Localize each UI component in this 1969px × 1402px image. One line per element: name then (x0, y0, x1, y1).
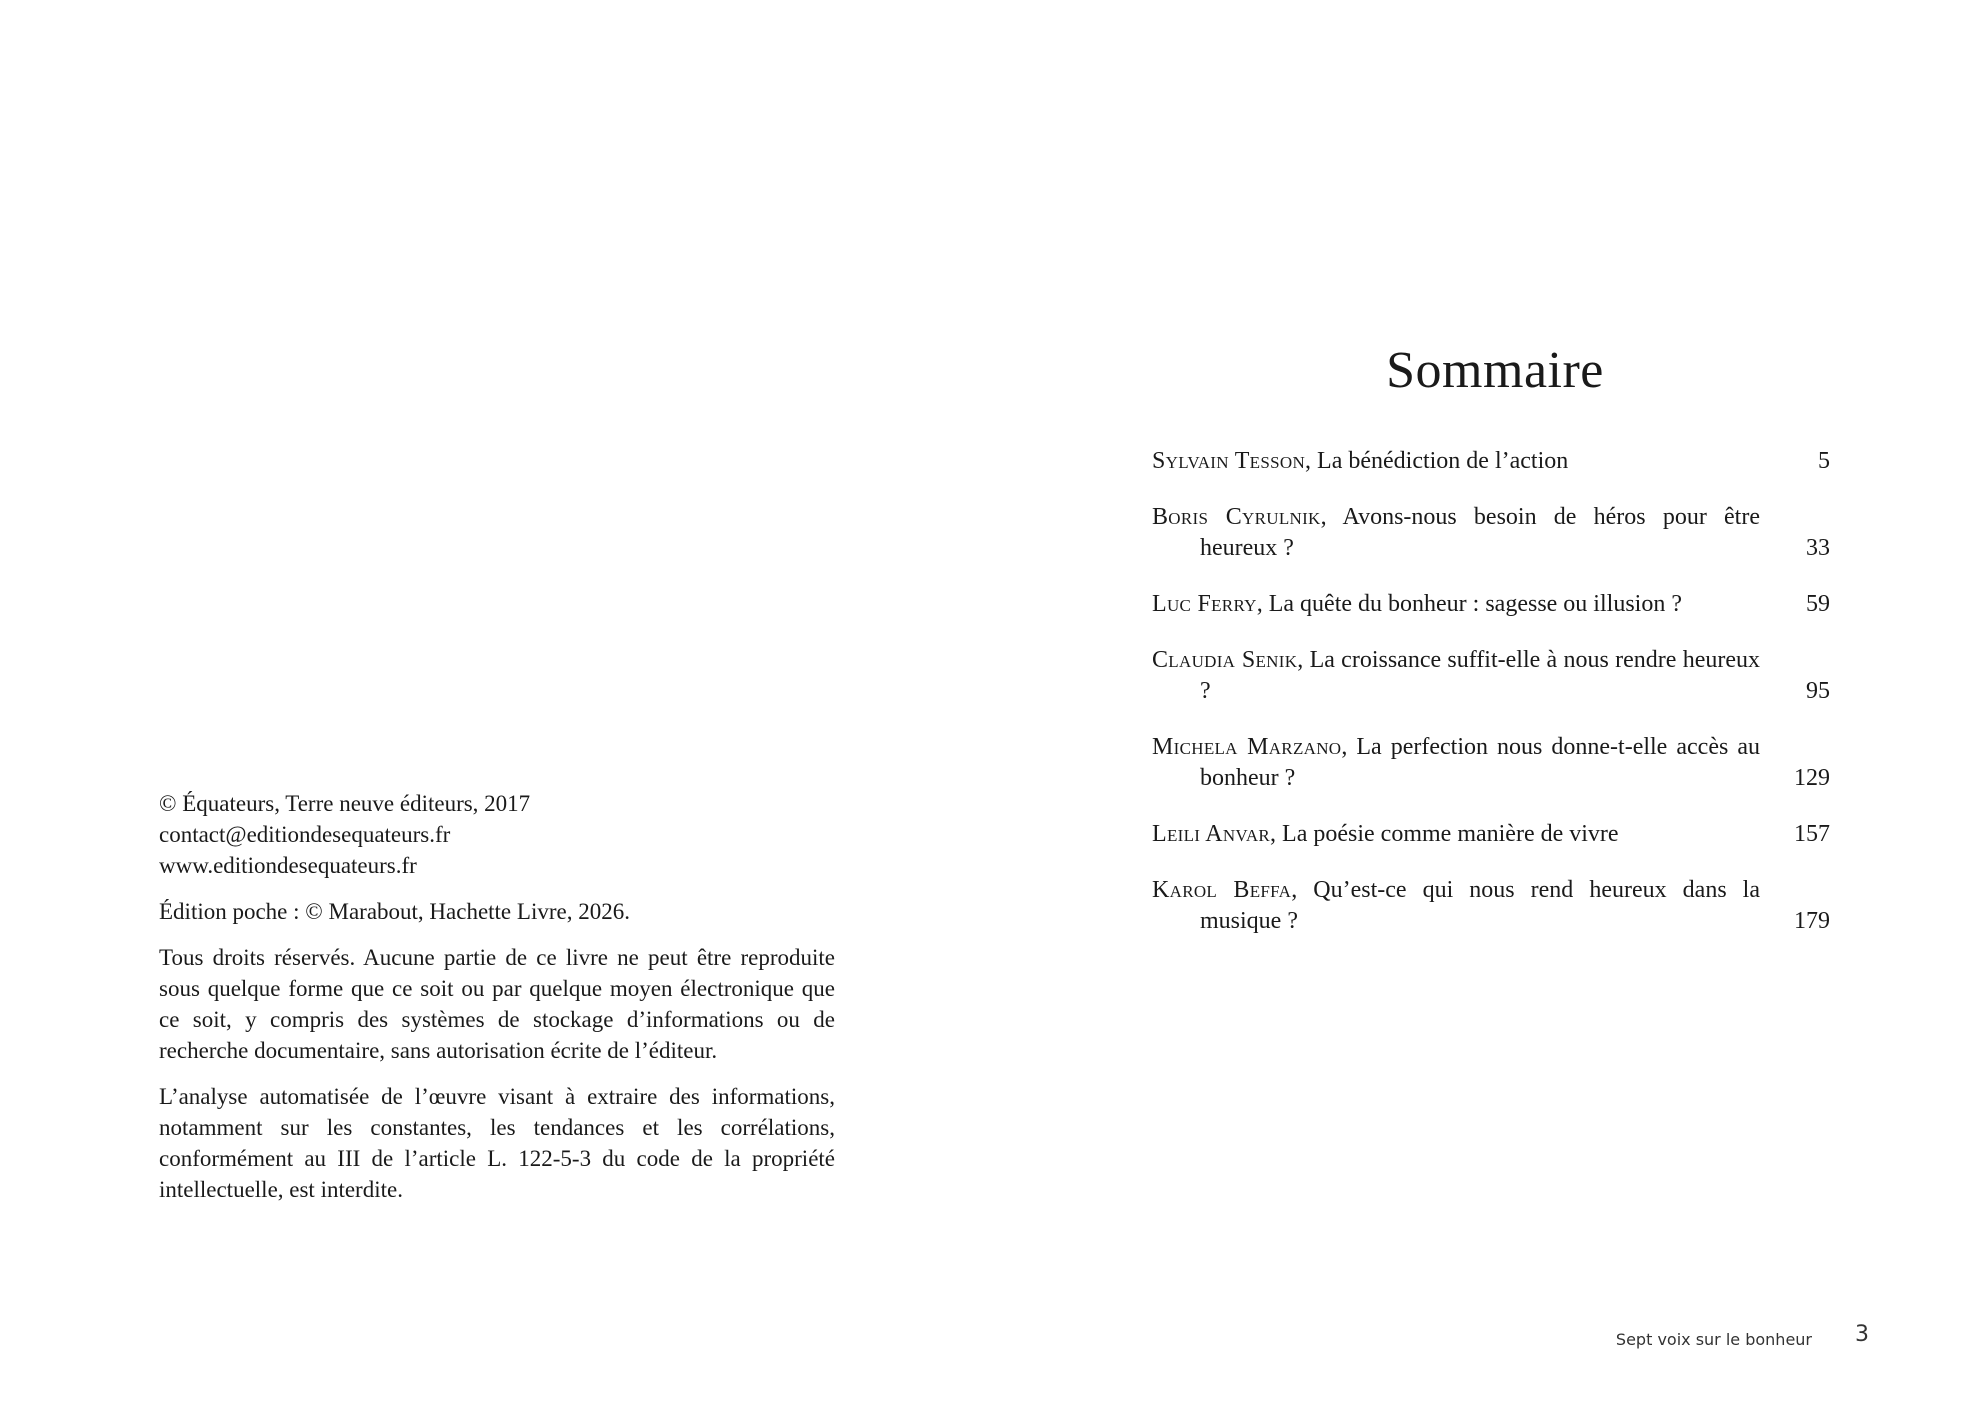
toc-entry-title: , La bénédiction de l’action (1305, 448, 1569, 474)
toc-page-number: 5 (1818, 448, 1830, 474)
toc-entry (1152, 875, 1830, 937)
toc-entry-text (1152, 645, 1760, 707)
running-title: Sept voix sur le bonheur (1615, 1330, 1812, 1349)
toc-entry-text (1152, 732, 1760, 794)
toc-entry-title: , La quête du bonheur : sagesse ou illusion ? (1256, 591, 1682, 617)
toc-entry-text (1152, 875, 1760, 937)
toc-entry-title: , Qu’est-ce qui nous rend heureux dans la musique ? (1200, 877, 1760, 934)
contact-email: contact@editiondesequateurs.fr (159, 822, 451, 847)
toc-entry-text (1152, 502, 1760, 564)
toc-entry (1152, 446, 1830, 477)
edition-note: Édition poche : © Marabout, Hachette Livre, 2026. (159, 899, 630, 924)
toc-page-number: 33 (1806, 535, 1830, 561)
publisher-block (159, 788, 835, 881)
toc-author: Karol Beffa (1152, 877, 1292, 903)
toc-entry (1152, 589, 1830, 620)
toc-author: Claudia Senik (1152, 647, 1298, 673)
toc-entry-title: , Avons-nous besoin de héros pour être heureux ? (1200, 504, 1760, 561)
page-number: 3 (1855, 1322, 1869, 1347)
toc-page-number: 59 (1806, 591, 1830, 617)
toc-entry (1152, 732, 1830, 794)
toc-author: Boris Cyrulnik (1152, 504, 1321, 530)
toc-author: Leili Anvar (1152, 821, 1271, 847)
toc-entry-title: , La perfection nous donne-t-elle accès au bonheur ? (1200, 734, 1760, 791)
copyright-line: © Équateurs, Terre neuve éditeurs, 2017 (159, 791, 531, 816)
toc-entry (1152, 502, 1830, 564)
toc-author: Luc Ferry (1152, 591, 1257, 617)
toc-entry-text (1152, 819, 1760, 850)
toc-author: Michela Marzano (1152, 734, 1342, 760)
rights-notice: Tous droits réservés. Aucune partie de ce livre ne peut être reproduite sous quelque forme que ce soit ou par quelque moyen électronique que ce soit, y compris des systèmes de stockage d’informations ou de recherche documentaire, sans autorisation écrite de l’éditeur. (159, 945, 835, 1063)
analysis-notice: L’analyse automatisée de l’œuvre visant à extraire des informations, notamment sur les constantes, les tendances et les corrélations, conformément au III de l’article L. 122-5-3 du code de la propriété intellectuelle, est interdite. (159, 1084, 835, 1202)
copyright-notice (159, 788, 835, 1220)
toc-title: Sommaire (1386, 341, 1604, 399)
toc-entry (1152, 645, 1830, 707)
toc-page-number: 157 (1794, 821, 1830, 847)
toc-page-number: 95 (1806, 678, 1830, 704)
toc-author: Sylvain Tesson (1152, 448, 1306, 474)
toc-entry-text (1152, 589, 1760, 620)
table-of-contents (1152, 446, 1830, 962)
toc-entry-text (1152, 446, 1760, 477)
toc-entry-title: , La croissance suffit-elle à nous rendre heureux ? (1200, 647, 1760, 704)
toc-entry-title: , La poésie comme manière de vivre (1270, 821, 1619, 847)
toc-page-number: 179 (1794, 908, 1830, 934)
publisher-website: www.editiondesequateurs.fr (159, 853, 417, 878)
toc-page-number: 129 (1794, 765, 1830, 791)
toc-entry (1152, 819, 1830, 850)
